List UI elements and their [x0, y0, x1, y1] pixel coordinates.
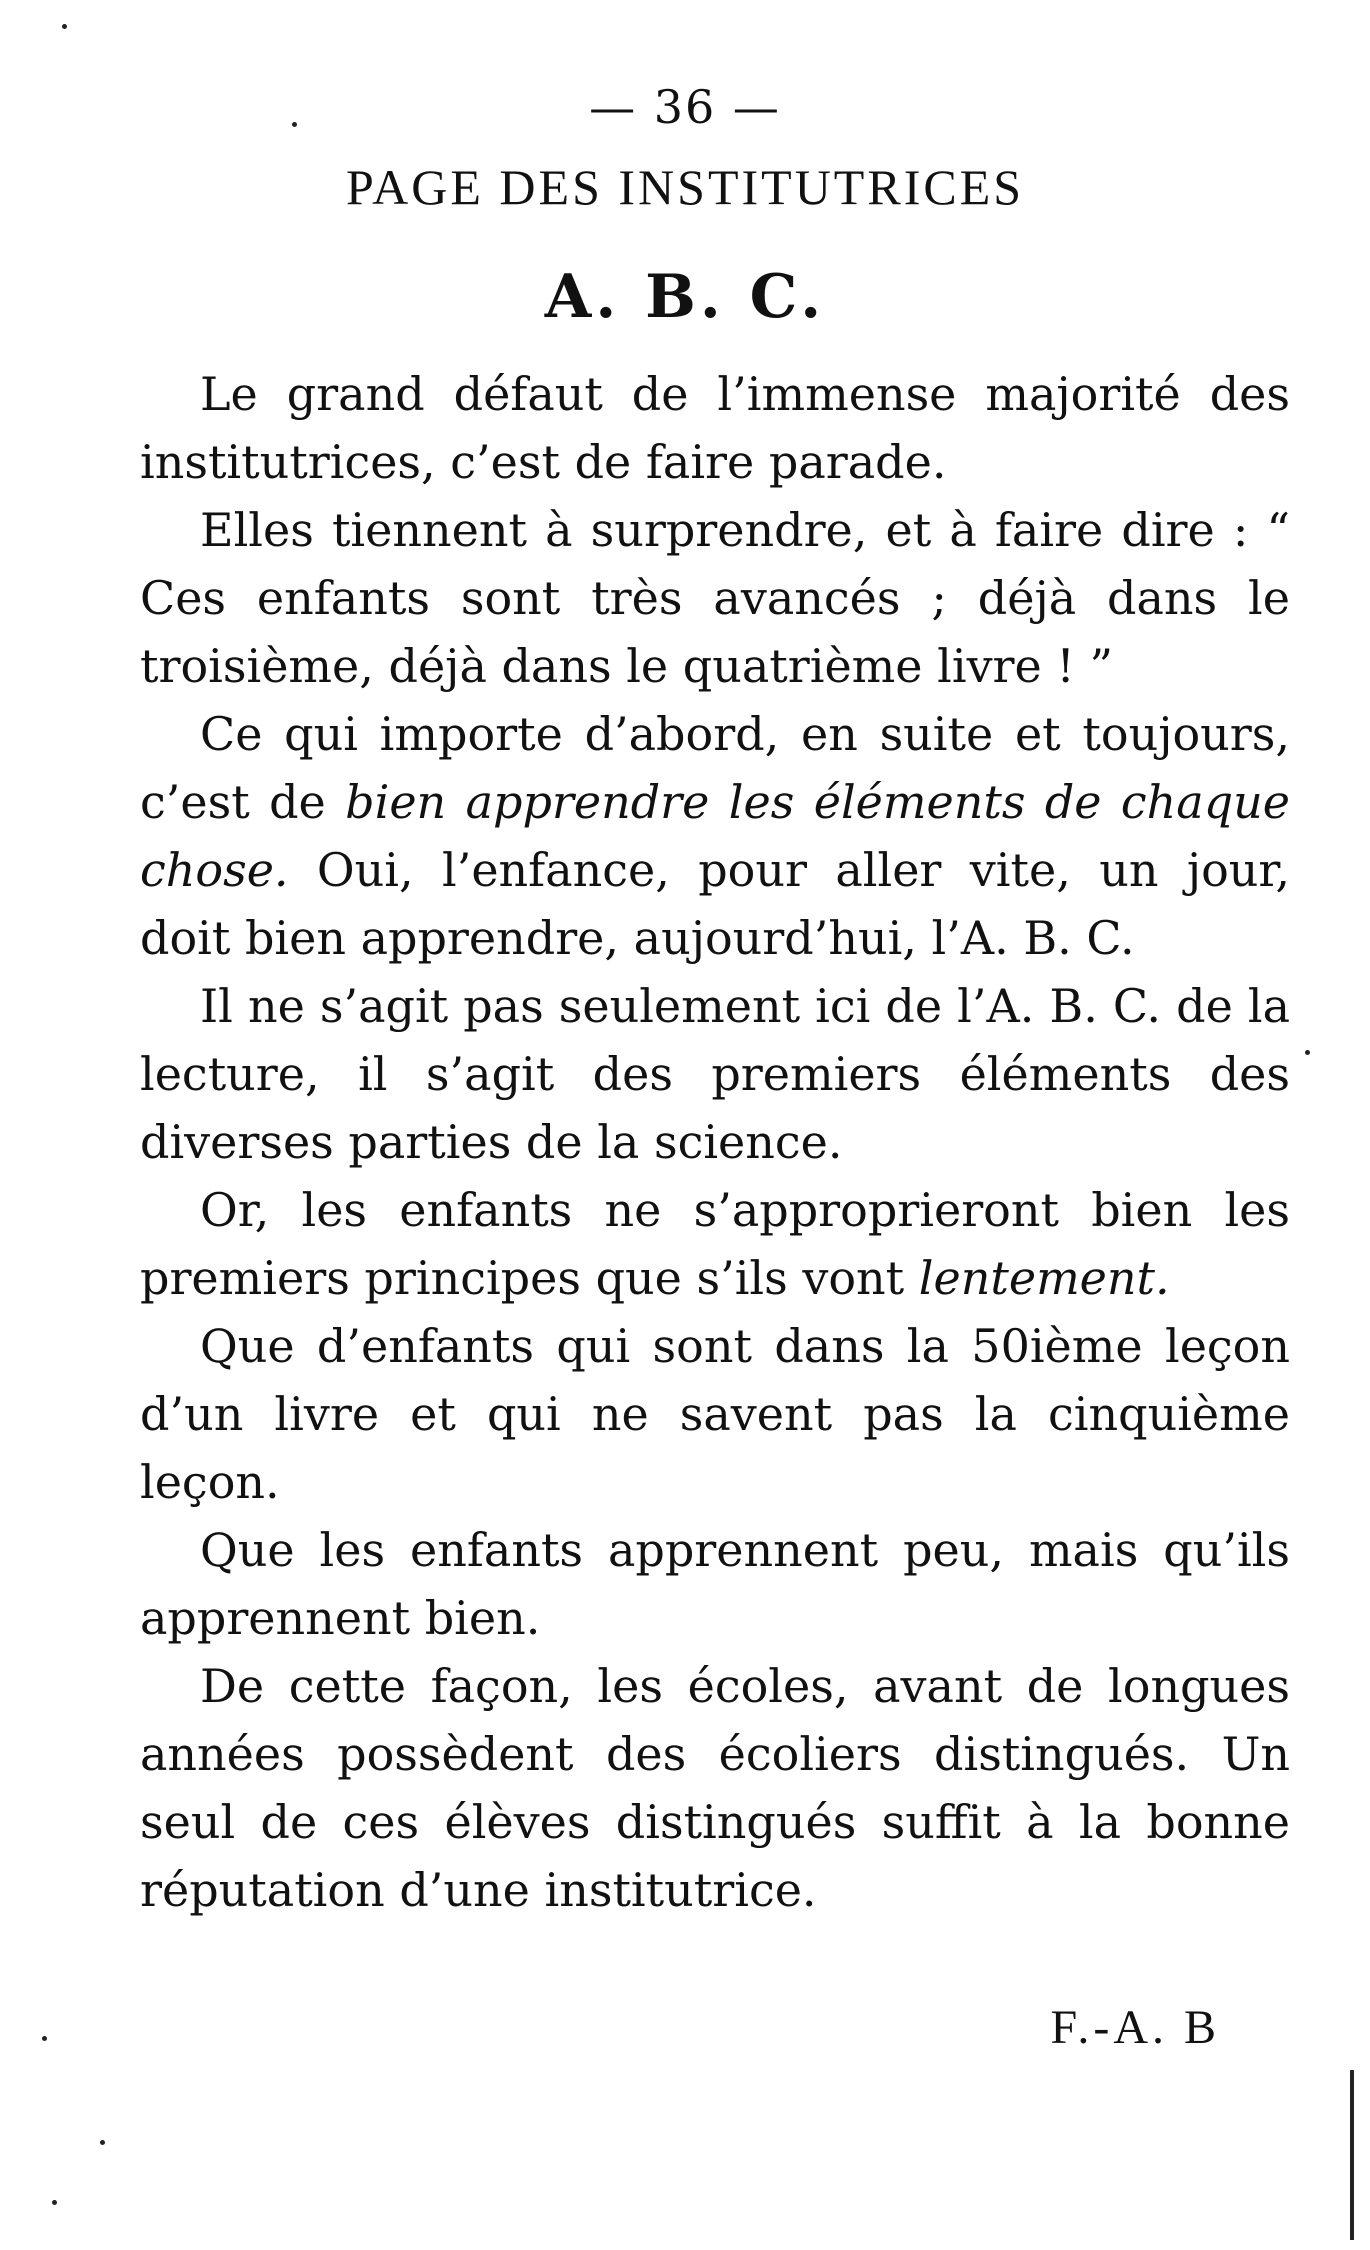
scan-speck — [100, 2140, 105, 2145]
paragraph-text: Elles tiennent à surprendre, et à faire dire : “ Ces enfants sont très avancés ; déjà dans le troisième, déjà dans le quatrième livre ! ” — [140, 503, 1290, 693]
paragraph-text: Or, les enfants ne s’approprieront bien les premiers principes que s’ils vont — [140, 1183, 1290, 1305]
scan-edge-mark — [1350, 2070, 1354, 2240]
article-heading: A. B. C. — [544, 262, 826, 332]
paragraph-text: Le grand défaut de l’immense majorité des institutrices, c’est de faire parade. — [140, 367, 1290, 489]
emphasized-text: lentement. — [918, 1251, 1170, 1305]
paragraph-text: Ce qui importe d’abord, en suite et toujours, c’est de — [140, 707, 1290, 829]
emphasized-text: bien apprendre les éléments de chaque chose. — [140, 775, 1290, 897]
signature: F.-A. B — [1050, 2001, 1220, 2054]
paragraph-text: Que d’enfants qui sont dans la 50ième leçon d’un livre et qui ne savent pas la cinquième leçon. — [140, 1319, 1290, 1509]
section-title: PAGE DES INSTITUTRICES — [345, 159, 1025, 215]
paragraph-text: Il ne s’agit pas seulement ici de l’A. B. C. de la lecture, il s’agit des premiers éléments des diverses parties de la science. — [140, 979, 1290, 1169]
paragraph — [140, 700, 1290, 972]
scan-speck — [52, 2200, 57, 2205]
paragraph-text: Oui, l’enfance, pour aller vite, un jour, doit bien apprendre, aujourd’hui, l’A. B. C. — [140, 843, 1290, 965]
scan-speck — [292, 122, 297, 127]
scan-speck — [42, 2036, 47, 2041]
page-number: — 36 — — [589, 80, 781, 134]
article-body — [140, 360, 1290, 1924]
scan-speck — [62, 24, 67, 29]
paragraph — [140, 360, 1290, 496]
paragraph-text: Que les enfants apprennent peu, mais qu’ils apprennent bien. — [140, 1523, 1290, 1645]
paragraph — [140, 1312, 1290, 1516]
paragraph — [140, 1516, 1290, 1652]
paragraph — [140, 1652, 1290, 1924]
paragraph — [140, 496, 1290, 700]
scan-speck — [1305, 1050, 1310, 1055]
paragraph — [140, 972, 1290, 1176]
paragraph — [140, 1176, 1290, 1312]
paragraph-text: De cette façon, les écoles, avant de longues années possèdent des écoliers distingués. Un seul de ces élèves distingués suffit à la bonne réputation d’une institutrice. — [140, 1659, 1290, 1917]
